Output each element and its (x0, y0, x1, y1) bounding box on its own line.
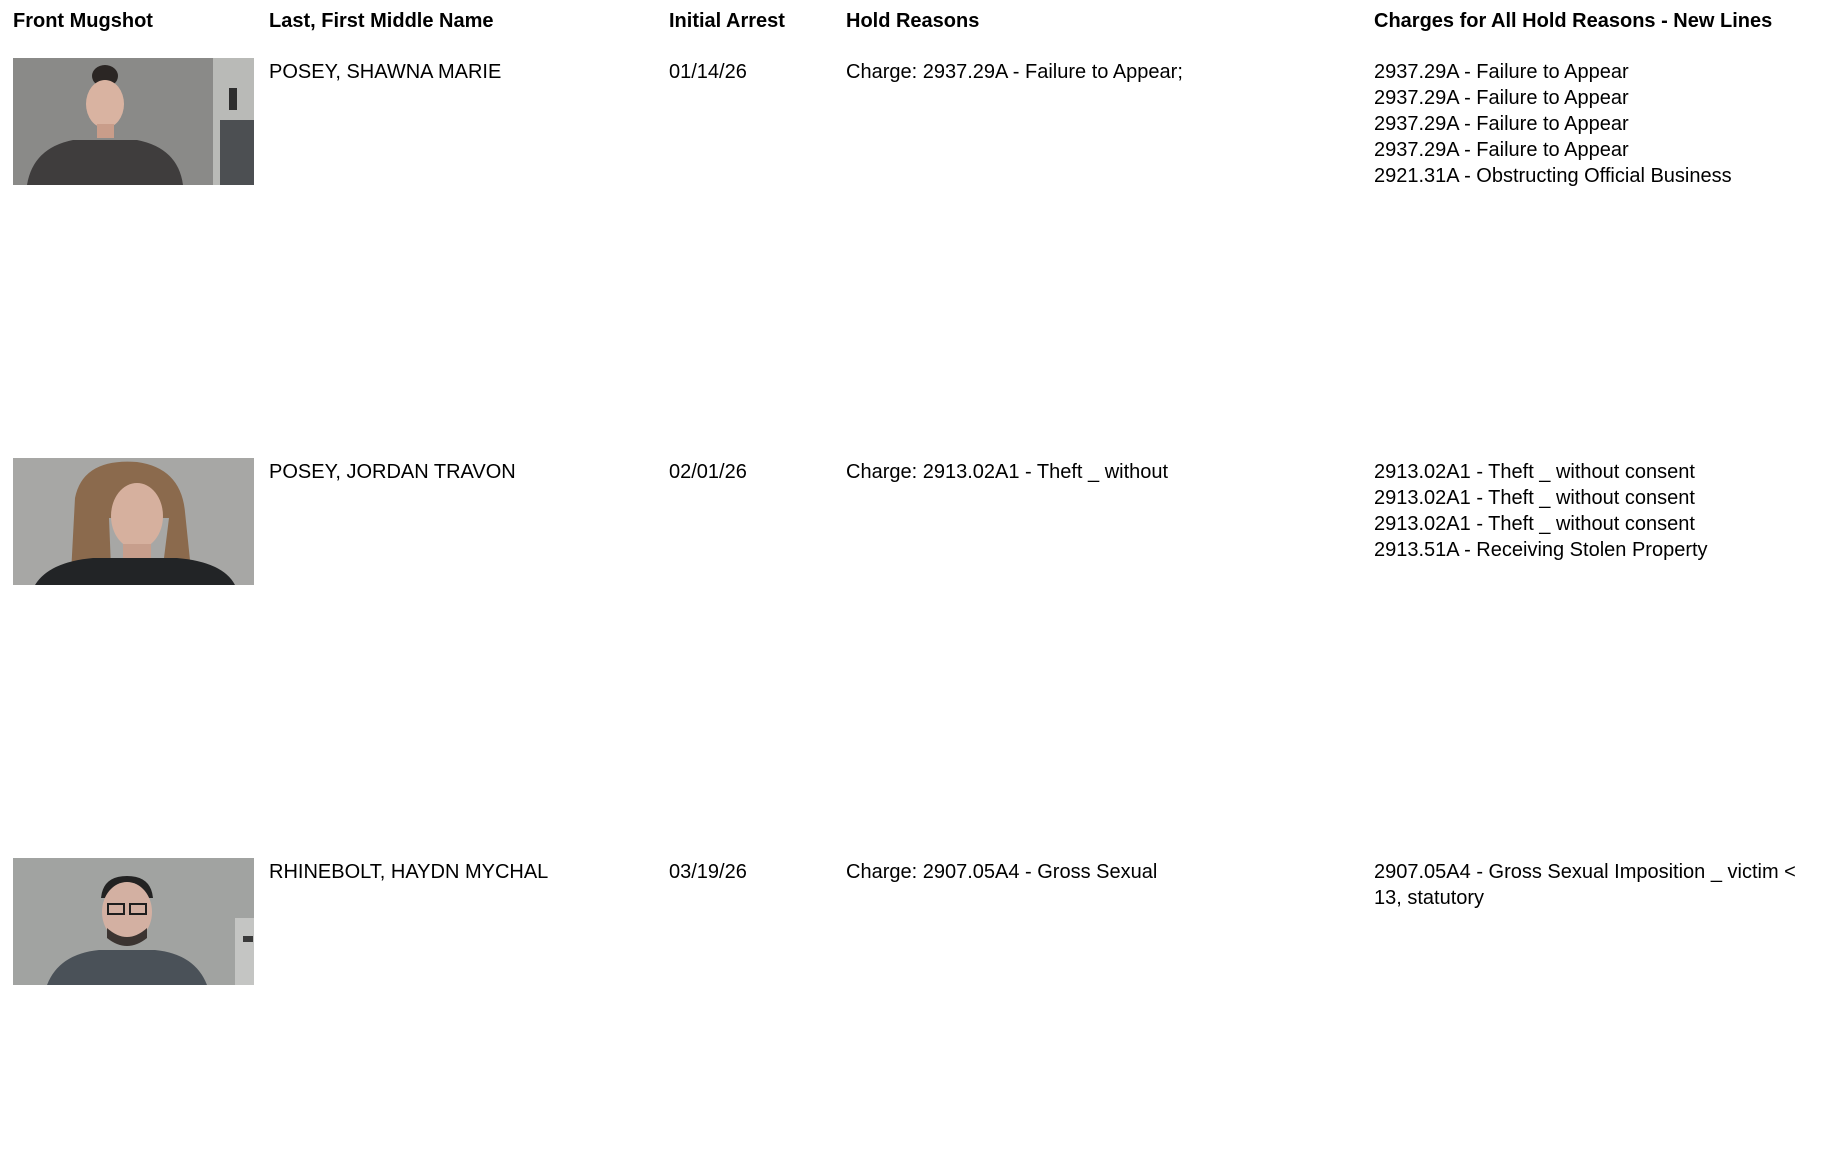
initial-arrest-date: 02/01/26 (669, 461, 747, 483)
charge-line: 2913.02A1 - Theft _ without consent (1374, 487, 1695, 509)
mugshot-photo[interactable] (13, 458, 254, 585)
inmate-row (0, 58, 1824, 358)
inmate-name: RHINEBOLT, HAYDN MYCHAL (269, 861, 549, 883)
charge-line: 2937.29A - Failure to Appear (1374, 139, 1629, 161)
initial-arrest-date: 03/19/26 (669, 861, 747, 883)
header-hold-reasons: Hold Reasons (846, 10, 980, 32)
charges-list (1374, 59, 1814, 189)
charge-line: 2913.02A1 - Theft _ without consent (1374, 513, 1695, 535)
charge-line: 2907.05A4 - Gross Sexual Imposition _ victim < 13, statutory (1374, 861, 1796, 909)
charge-line: 2937.29A - Failure to Appear (1374, 113, 1629, 135)
charge-line: 2913.51A - Receiving Stolen Property (1374, 539, 1708, 561)
charge-line: 2913.02A1 - Theft _ without consent (1374, 461, 1695, 483)
mugshot-image (13, 58, 254, 185)
inmate-name: POSEY, SHAWNA MARIE (269, 61, 502, 83)
charges-list (1374, 459, 1814, 563)
header-charges: Charges for All Hold Reasons - New Lines (1374, 10, 1773, 32)
inmate-name: POSEY, JORDAN TRAVON (269, 461, 516, 483)
hold-reason: Charge: 2907.05A4 - Gross Sexual (846, 861, 1158, 883)
charge-line: 2937.29A - Failure to Appear (1374, 87, 1629, 109)
charge-line: 2937.29A - Failure to Appear (1374, 61, 1629, 83)
header-mugshot: Front Mugshot (13, 10, 153, 32)
header-name: Last, First Middle Name (269, 10, 494, 32)
mugshot-photo[interactable] (13, 58, 254, 185)
mugshot-image (13, 858, 254, 985)
hold-reason: Charge: 2937.29A - Failure to Appear; (846, 61, 1183, 83)
hold-reason: Charge: 2913.02A1 - Theft _ without (846, 461, 1169, 483)
inmate-row (0, 858, 1824, 1158)
header-initial-arrest: Initial Arrest (669, 10, 785, 32)
initial-arrest-date: 01/14/26 (669, 61, 747, 83)
charge-line: 2921.31A - Obstructing Official Business (1374, 165, 1732, 187)
inmate-row (0, 458, 1824, 758)
charges-list (1374, 859, 1814, 911)
mugshot-image (13, 458, 254, 585)
mugshot-photo[interactable] (13, 858, 254, 985)
